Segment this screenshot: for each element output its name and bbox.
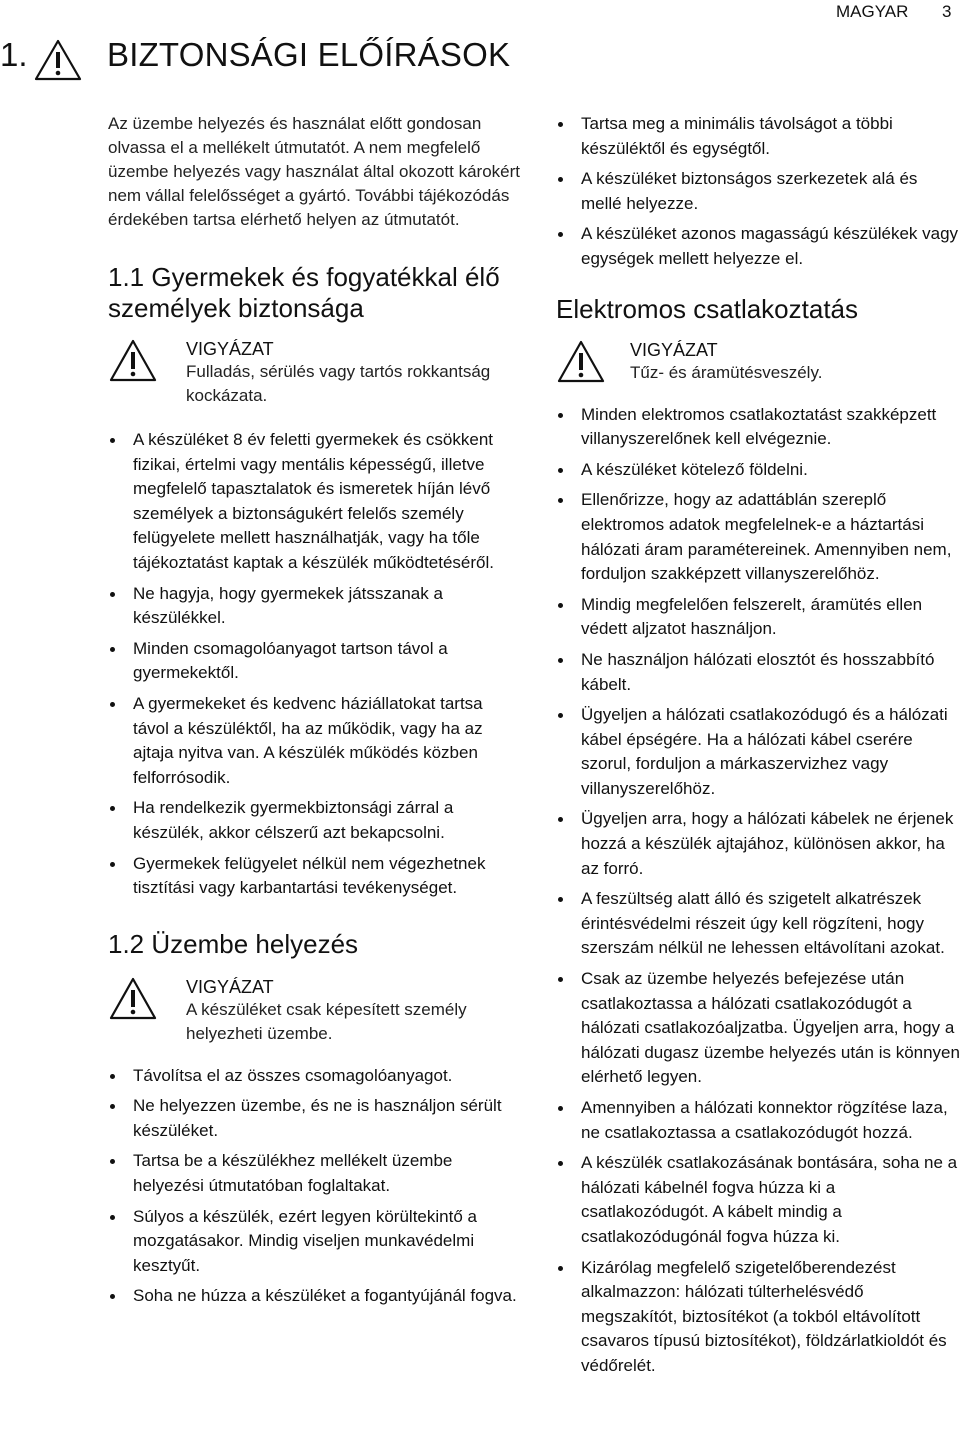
list-item: A feszültség alatt álló és szigetelt alkatrészek érintésvédelmi részeit úgy kell rögzíteni, hogy szerszám nélkül ne lehessen eltávolítani azokat. <box>556 887 960 961</box>
intro-paragraph: Az üzembe helyezés és használat előtt gondosan olvassa el a mellékelt útmutatót. A nem megfelelő üzembe helyezés vagy használat által okozott károkért nem vállal felelősséget a gyártó. További tájékozódás érdekében tartsa elérhető helyen az útmutatót. <box>108 114 521 229</box>
warning-icon <box>108 976 158 1027</box>
warning-title: VIGYÁZAT <box>630 339 718 360</box>
bullet-list-electric <box>556 403 960 1379</box>
list-item: Ne használjon hálózati elosztót és hosszabbító kábelt. <box>556 648 960 697</box>
list-item: Távolítsa el az összes csomagolóanyagot. <box>108 1064 520 1089</box>
warning-text: Fulladás, sérülés vagy tartós rokkantság kockázata. <box>186 362 491 405</box>
section-number: 1.2 <box>108 928 145 959</box>
warning-block-electric <box>556 339 960 385</box>
warning-title: VIGYÁZAT <box>186 339 274 359</box>
list-item: A gyermekeket és kedvenc háziállatokat tartsa távol a készüléktől, ha az működik, vagy ha az ajtaja nyitva van. A készülék működés közben felforrósodik. <box>108 692 520 790</box>
language-label: MAGYAR <box>836 2 909 21</box>
page-number: 3 <box>942 2 952 21</box>
section-heading-electric: Elektromos csatlakoztatás <box>556 293 859 324</box>
chapter-number: 1. <box>0 36 28 73</box>
chapter-title-text: BIZTONSÁGI ELŐÍRÁSOK <box>107 36 511 73</box>
list-item: Gyermekek felügyelet nélkül nem végezhetnek tisztítási vagy karbantartási tevékenységet. <box>108 852 520 901</box>
bullet-list-1-1 <box>108 428 520 901</box>
list-item: Soha ne húzza a készüléket a fogantyújánál fogva. <box>108 1284 520 1309</box>
list-item: Ne helyezzen üzembe, és ne is használjon sérült készüléket. <box>108 1094 520 1143</box>
list-item: Ellenőrizze, hogy az adattáblán szereplő elektromos adatok megfelelnek-e a háztartási hálózati áram paramétereinek. Amennyiben nem, forduljon szakképzett villanyszerelőhöz. <box>556 488 960 586</box>
warning-icon <box>556 339 606 390</box>
page-header <box>0 0 960 24</box>
list-item: Tartsa be a készülékhez mellékelt üzembe helyezési útmutatóban foglaltakat. <box>108 1149 520 1198</box>
list-item: Minden elektromos csatlakoztatást szakképzett villanyszerelőnek kell elvégeznie. <box>556 403 960 452</box>
list-item: Amennyiben a hálózati konnektor rögzítése laza, ne csatlakoztassa a csatlakozódugót hozzá. <box>556 1096 960 1145</box>
warning-icon <box>33 38 83 87</box>
warning-text: A készüléket csak képesített személy helyezheti üzembe. <box>186 999 467 1043</box>
warning-icon <box>108 338 158 389</box>
warning-block-1-1 <box>108 338 520 408</box>
list-item: Csak az üzembe helyezés befejezése után csatlakoztassa a hálózati csatlakozódugót a hálózati csatlakozóaljzatba. Ügyeljen arra, hogy a hálózati dugasz üzembe helyezés után is könnyen elérhető legyen. <box>556 967 960 1090</box>
list-item: A készülék csatlakozásának bontására, soha ne a hálózati kábelnél fogva húzza ki a csatlakozódugót. A kábelt mindig a csatlakozódugónál fogva húzza ki. <box>556 1151 960 1249</box>
list-item: A készüléket biztonságos szerkezetek alá és mellé helyezze. <box>556 167 960 216</box>
list-item: A készüléket azonos magasságú készülékek vagy egységek mellett helyezze el. <box>556 222 960 271</box>
list-item: Minden csomagolóanyagot tartson távol a gyermekektől. <box>108 637 520 686</box>
warning-title: VIGYÁZAT <box>186 976 274 997</box>
list-item: A készüléket 8 év feletti gyermekek és csökkent fizikai, értelmi vagy mentális képességű, illetve megfelelő tapasztalatok és ismeretek híján lévő személyek a biztonságukért felelős személy felügyelete mellett használhatják, vagy ha tőle tájékoztatást kaptak a készülék működtetéséről. <box>108 428 520 576</box>
list-item: Ha rendelkezik gyermekbiztonsági zárral a készülék, akkor célszerű azt bekapcsolni. <box>108 796 520 845</box>
list-item: Kizárólag megfelelő szigetelőberendezést alkalmazzon: hálózati túlterhelésvédő megszakítót, biztosítékot (a tokból eltávolított csavaros típusú biztosítékot), földzárlatkioldót és védőrelét. <box>556 1256 960 1379</box>
chapter-title <box>0 36 560 76</box>
list-item: A készüléket kötelező földelni. <box>556 458 960 483</box>
section-heading-1-2 <box>108 929 520 960</box>
section-heading-1-1 <box>108 262 520 324</box>
section-title: Üzembe helyezés <box>151 928 359 959</box>
list-item: Ügyeljen arra, hogy a hálózati kábelek ne érjenek hozzá a készülék ajtajához, különösen akkor, ha az forró. <box>556 807 960 881</box>
list-item: Tartsa meg a minimális távolságot a többi készüléktől és egységtől. <box>556 112 960 161</box>
list-item: Mindig megfelelően felszerelt, áramütés ellen védett aljzatot használjon. <box>556 593 960 642</box>
right-column <box>556 112 960 1385</box>
section-number: 1.1 <box>108 262 145 292</box>
list-item: Súlyos a készülék, ezért legyen körültekintő a mozgatásakor. Mindig viseljen munkavédelmi kesztyűt. <box>108 1205 520 1279</box>
list-item: Ügyeljen a hálózati csatlakozódugó és a hálózati kábel épségére. Ha a hálózati kábel cserére szorul, forduljon a márkaszervizhez vagy villanyszerelőhöz. <box>556 703 960 801</box>
bullet-list-1-2 <box>108 1064 520 1309</box>
list-item: Ne hagyja, hogy gyermekek játsszanak a készülékkel. <box>108 582 520 631</box>
warning-text: Tűz- és áramütésveszély. <box>630 362 823 382</box>
section-title: Gyermekek és fogyatékkal élő személyek biztonsága <box>108 262 500 323</box>
bullet-list-1-2-continued <box>556 112 960 272</box>
left-column <box>108 112 520 1315</box>
warning-block-1-2 <box>108 976 520 1046</box>
